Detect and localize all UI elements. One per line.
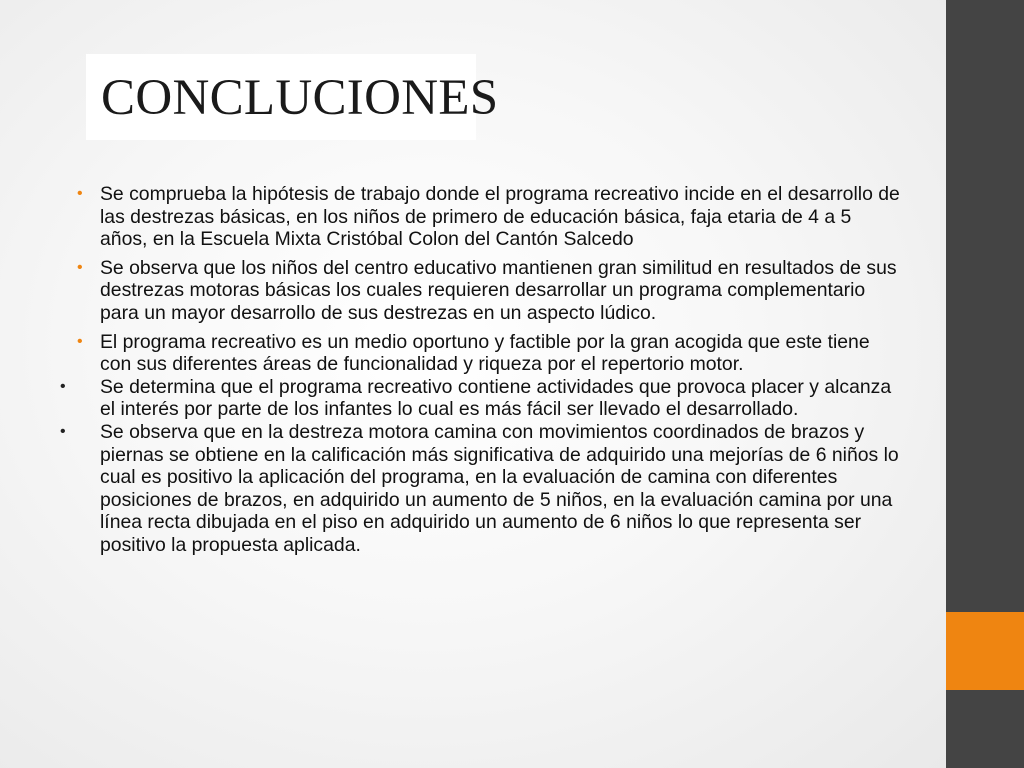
bullet-text: Se observa que en la destreza motora camina con movimientos coordinados de brazos y piernas se obtiene en la calificación más significativa de adquirido una mejorías de 6 niños lo cual es positivo la aplicación del programa, en la evaluación de camina con diferentes posiciones de brazos, en adquirido un aumento de 5 niños, en la evaluación camina por una línea recta dibujada en el piso en adquirido un aumento de 6 niños lo que representa ser positivo la propuesta aplicada. xyxy=(100,420,899,556)
bullet-marker: • xyxy=(60,377,66,395)
bullet-text: Se comprueba la hipótesis de trabajo donde el programa recreativo incide en el desarrollo de las destrezas básicas, en los niños de primero de educación básica, faja etaria de 4 a 5 años, en la Escuela Mixta Cristóbal Colon del Cantón Salcedo xyxy=(100,183,900,251)
bullet-item xyxy=(60,375,900,421)
bullet-item xyxy=(77,330,900,376)
bullet-marker: • xyxy=(77,332,83,350)
bullet-text: El programa recreativo es un medio oportuno y factible por la gran acogida que este tiene con sus diferentes áreas de funcionalidad y riqueza por el repertorio motor. xyxy=(100,330,870,376)
bullet-item xyxy=(60,420,900,557)
bullet-marker: • xyxy=(60,422,66,440)
slide-title: CONCLUCIONES xyxy=(101,70,499,126)
bullet-text: Se determina que el programa recreativo contiene actividades que provoca placer y alcanza el interés por parte de los infantes lo cual es más fácil ser llevado el desarrollado. xyxy=(100,375,892,421)
bullet-list xyxy=(60,183,900,557)
bullet-marker: • xyxy=(77,185,83,202)
bullet-item xyxy=(77,183,900,251)
bullet-marker: • xyxy=(77,258,83,276)
bullet-text: Se observa que los niños del centro educativo mantienen gran similitud en resultados de sus destrezas motoras básicas los cuales requieren desarrollar un programa complementario para un mayor desarrollo de sus destrezas en un aspecto lúdico. xyxy=(100,256,897,324)
decorative-accent-square xyxy=(946,612,1024,690)
bullet-item xyxy=(77,256,900,325)
